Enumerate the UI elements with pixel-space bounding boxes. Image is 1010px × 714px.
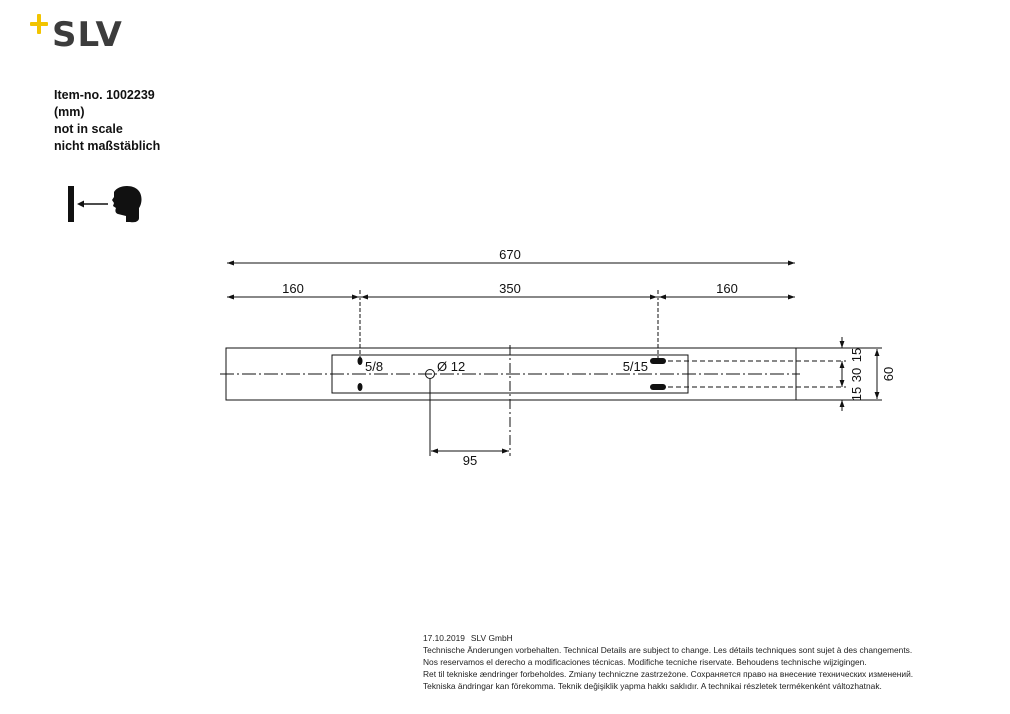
unit-label: (mm) <box>54 105 85 119</box>
vertical-bottom-label: 15 <box>849 386 864 402</box>
footer-date-line <box>423 632 913 644</box>
right-hole-label: 5/15 <box>622 359 648 374</box>
brand-name: SLV <box>52 15 123 55</box>
footer-line: Nos reservamos el derecho a modificaciones técnicas. Modifiche tecniche riservate. Behoudens technische wijzigingen. <box>423 657 867 667</box>
hole-spacing-label: 350 <box>499 281 521 296</box>
center-hole-label: Ø 12 <box>437 359 466 374</box>
total-length-label: 670 <box>499 247 521 262</box>
left-bottom-hole <box>358 383 363 391</box>
vertical-top-label: 15 <box>849 347 864 363</box>
right-offset-label: 160 <box>716 281 738 296</box>
center-offset-label: 95 <box>462 453 478 468</box>
footer-line: Ret til tekniske ændringer forbeholdes. Zmiany techniczne zastrzeżone. Сохраняется право на внесение технических изменений. <box>423 669 914 679</box>
scale-note-de: nicht maßstäblich <box>54 139 161 153</box>
footer-company: SLV GmbH <box>470 633 513 643</box>
height-label: 60 <box>881 366 896 382</box>
vertical-mid-label: 30 <box>849 367 864 383</box>
legal-footer <box>423 632 913 692</box>
left-hole-label: 5/8 <box>365 359 384 374</box>
footer-line: Tekniska ändringar kan förekomma. Teknik değişiklik yapma hakkı saklıdır. A technikai részletek termékenként változhatnak. <box>423 681 882 691</box>
item-number: Item-no. 1002239 <box>54 88 155 102</box>
footer-date: 17.10.2019 <box>423 633 465 643</box>
footer-line: Technische Änderungen vorbehalten. Technical Details are subject to change. Les détails techniques sont sujet à des changements. <box>423 645 913 655</box>
right-top-slot <box>650 358 666 364</box>
right-bottom-slot <box>650 384 666 390</box>
left-offset-label: 160 <box>282 281 304 296</box>
scale-note-en: not in scale <box>54 122 123 136</box>
left-top-hole <box>358 357 363 365</box>
